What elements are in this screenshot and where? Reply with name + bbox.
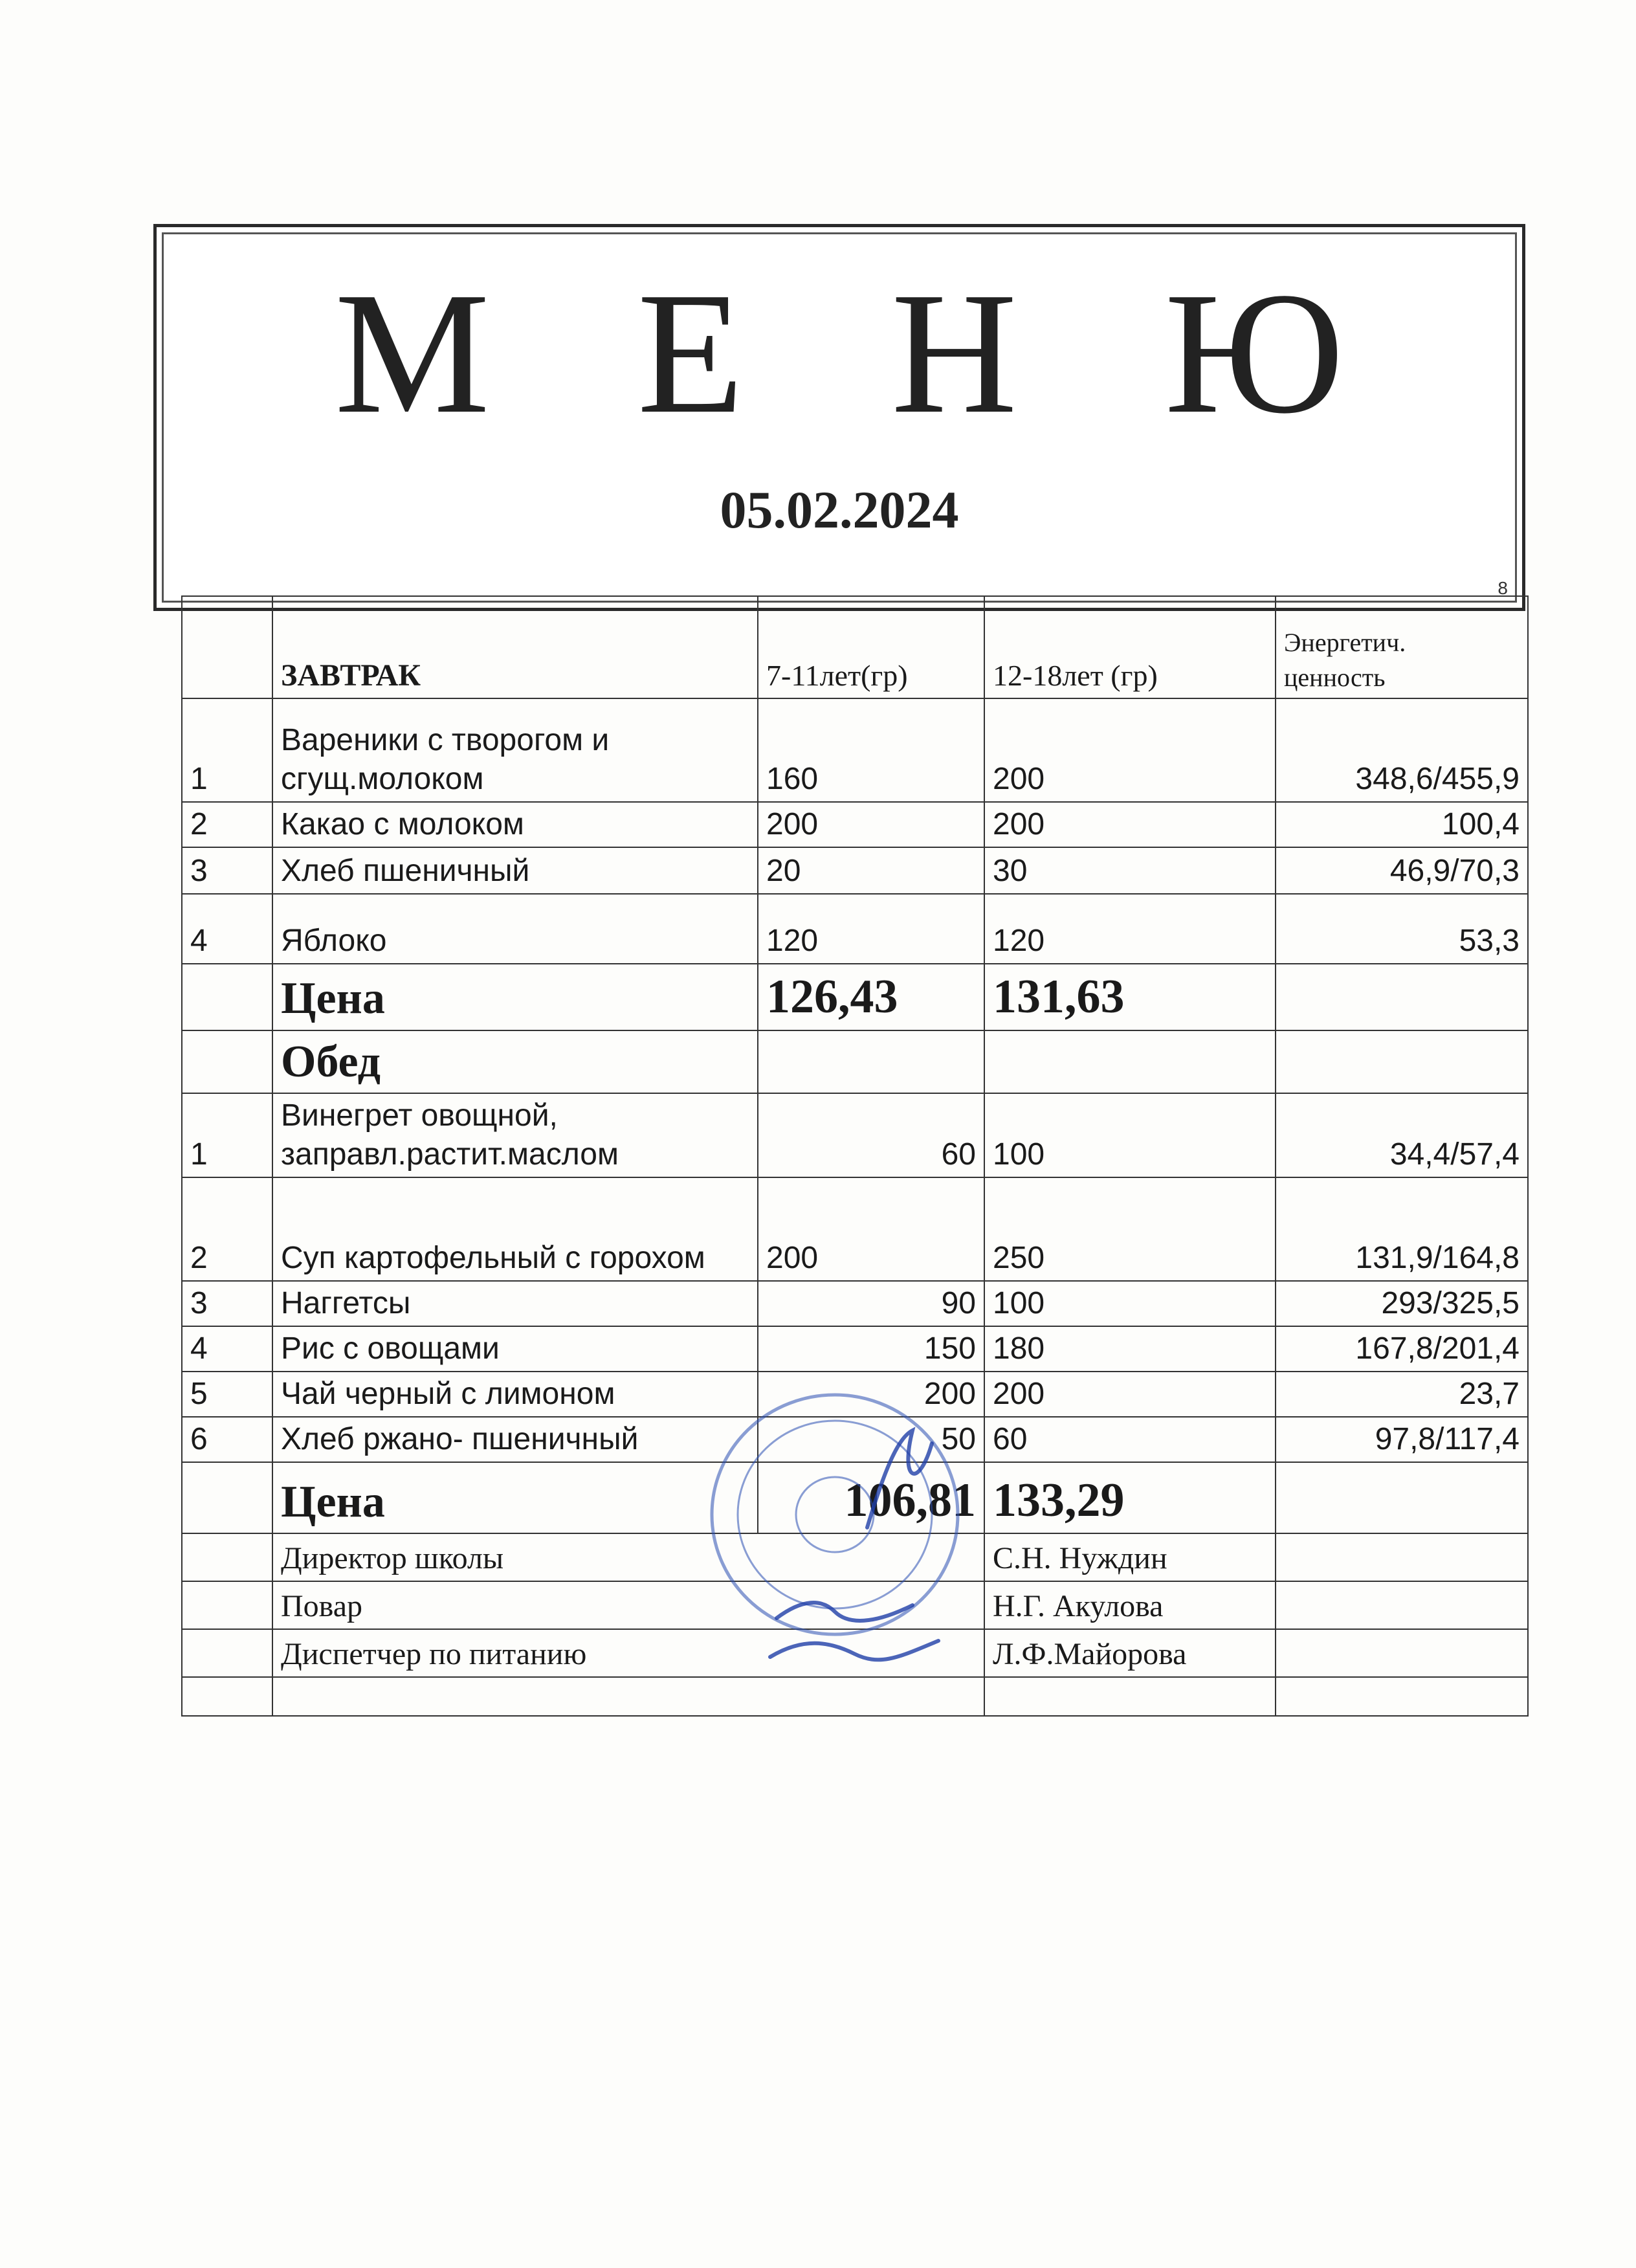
portion-junior: 50 — [758, 1417, 984, 1462]
row-number: 1 — [182, 698, 272, 802]
table-header-row — [182, 596, 1528, 698]
signature-name: С.Н. Нуждин — [984, 1533, 1276, 1581]
portion-senior: 120 — [984, 894, 1276, 964]
table-row — [182, 1417, 1528, 1462]
dish-name: Рис с овощами — [272, 1326, 758, 1372]
row-number: 3 — [182, 1281, 272, 1326]
portion-senior: 100 — [984, 1281, 1276, 1326]
age-junior-header: 7-11лет(гр) — [758, 596, 984, 698]
signature-row — [182, 1581, 1528, 1629]
price-row-lunch — [182, 1462, 1528, 1533]
portion-junior: 20 — [758, 847, 984, 894]
dish-name: Наггетсы — [272, 1281, 758, 1326]
row-number: 1 — [182, 1093, 272, 1177]
row-number: 2 — [182, 1177, 272, 1281]
row-number: 2 — [182, 802, 272, 847]
signature-role: Директор школы — [272, 1533, 984, 1581]
empty-row — [182, 1677, 1528, 1716]
portion-senior: 200 — [984, 698, 1276, 802]
signature-role: Повар — [272, 1581, 984, 1629]
energy-header: Энергетич. ценность — [1276, 596, 1528, 698]
portion-senior: 200 — [984, 802, 1276, 847]
row-number: 6 — [182, 1417, 272, 1462]
table-row — [182, 1093, 1528, 1177]
portion-junior: 120 — [758, 894, 984, 964]
energy-value: 53,3 — [1276, 894, 1528, 964]
table-row — [182, 894, 1528, 964]
price-senior: 131,63 — [984, 964, 1276, 1030]
table-row — [182, 1372, 1528, 1417]
portion-junior: 90 — [758, 1281, 984, 1326]
signature-name: Н.Г. Акулова — [984, 1581, 1276, 1629]
signature-role: Диспетчер по питанию — [272, 1629, 984, 1677]
portion-junior: 160 — [758, 698, 984, 802]
energy-value: 167,8/201,4 — [1276, 1326, 1528, 1372]
num-header-cell — [182, 596, 272, 698]
menu-table — [181, 595, 1529, 1717]
menu-title: М Е Н Ю — [335, 256, 1396, 450]
energy-value: 34,4/57,4 — [1276, 1093, 1528, 1177]
dish-name: Какао с молоком — [272, 802, 758, 847]
title-box — [153, 224, 1525, 611]
row-number: 5 — [182, 1372, 272, 1417]
section-row-lunch — [182, 1030, 1528, 1094]
table-row — [182, 1326, 1528, 1372]
signature-row — [182, 1533, 1528, 1581]
price-row-breakfast — [182, 964, 1528, 1030]
price-junior: 126,43 — [758, 964, 984, 1030]
portion-junior: 200 — [758, 802, 984, 847]
portion-junior: 150 — [758, 1326, 984, 1372]
price-senior: 133,29 — [984, 1462, 1276, 1533]
portion-senior: 60 — [984, 1417, 1276, 1462]
dish-name: Яблоко — [272, 894, 758, 964]
portion-junior: 60 — [758, 1093, 984, 1177]
portion-senior: 180 — [984, 1326, 1276, 1372]
page-number: 8 — [1498, 578, 1508, 598]
energy-value: 100,4 — [1276, 802, 1528, 847]
energy-value: 23,7 — [1276, 1372, 1528, 1417]
portion-senior: 30 — [984, 847, 1276, 894]
age-senior-header: 12-18лет (гр) — [984, 596, 1276, 698]
price-junior: 106,81 — [758, 1462, 984, 1533]
table-row — [182, 847, 1528, 894]
table-row — [182, 802, 1528, 847]
menu-date: 05.02.2024 — [720, 480, 959, 539]
portion-junior: 200 — [758, 1177, 984, 1281]
dish-name: Вареники с творогом и сгущ.молоком — [272, 698, 758, 802]
portion-senior: 200 — [984, 1372, 1276, 1417]
table-row — [182, 1177, 1528, 1281]
portion-junior: 200 — [758, 1372, 984, 1417]
dish-name: Хлеб ржано- пшеничный — [272, 1417, 758, 1462]
table-row — [182, 698, 1528, 802]
price-label: Цена — [272, 964, 758, 1030]
energy-value: 293/325,5 — [1276, 1281, 1528, 1326]
row-number: 3 — [182, 847, 272, 894]
dish-name: Суп картофельный с горохом — [272, 1177, 758, 1281]
signature-name: Л.Ф.Майорова — [984, 1629, 1276, 1677]
price-label: Цена — [272, 1462, 758, 1533]
signature-row — [182, 1629, 1528, 1677]
energy-value: 131,9/164,8 — [1276, 1177, 1528, 1281]
energy-value: 97,8/117,4 — [1276, 1417, 1528, 1462]
energy-value: 46,9/70,3 — [1276, 847, 1528, 894]
table-row — [182, 1281, 1528, 1326]
row-number: 4 — [182, 894, 272, 964]
row-number: 4 — [182, 1326, 272, 1372]
section-header-breakfast: ЗАВТРАК — [272, 596, 758, 698]
dish-name: Винегрет овощной, заправл.растит.маслом — [272, 1093, 758, 1177]
energy-value: 348,6/455,9 — [1276, 698, 1528, 802]
dish-name: Чай черный с лимоном — [272, 1372, 758, 1417]
section-label-lunch: Обед — [272, 1030, 758, 1094]
dish-name: Хлеб пшеничный — [272, 847, 758, 894]
portion-senior: 100 — [984, 1093, 1276, 1177]
portion-senior: 250 — [984, 1177, 1276, 1281]
